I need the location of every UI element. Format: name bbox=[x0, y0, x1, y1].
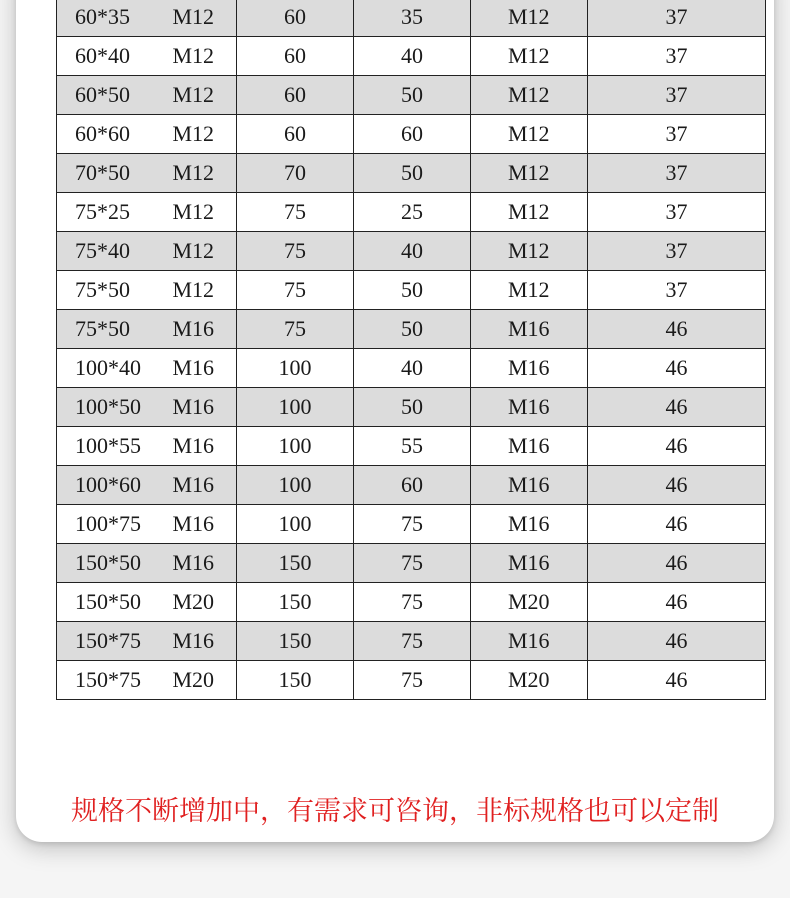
thread-cell: M20 bbox=[471, 661, 588, 700]
bolt-cell: M20 bbox=[173, 583, 237, 622]
table-row bbox=[57, 115, 766, 154]
dim-a-cell: 150 bbox=[237, 583, 354, 622]
size-cell: 150*75 bbox=[57, 622, 173, 661]
size-cell: 100*55 bbox=[57, 427, 173, 466]
dim-b-cell: 55 bbox=[354, 427, 471, 466]
thread-cell: M12 bbox=[471, 154, 588, 193]
custom-spec-note: 规格不断增加中，有需求可咨询，非标规格也可以定制 bbox=[71, 796, 719, 827]
size-cell: 60*40 bbox=[57, 37, 173, 76]
size-cell: 100*60 bbox=[57, 466, 173, 505]
value-cell: 37 bbox=[588, 193, 766, 232]
dim-b-cell: 35 bbox=[354, 0, 471, 37]
dim-a-cell: 75 bbox=[237, 193, 354, 232]
dim-b-cell: 25 bbox=[354, 193, 471, 232]
value-cell: 37 bbox=[588, 0, 766, 37]
dim-a-cell: 60 bbox=[237, 115, 354, 154]
bolt-cell: M12 bbox=[173, 193, 237, 232]
thread-cell: M20 bbox=[471, 583, 588, 622]
bolt-cell: M12 bbox=[173, 76, 237, 115]
dim-b-cell: 75 bbox=[354, 583, 471, 622]
value-cell: 46 bbox=[588, 622, 766, 661]
dim-b-cell: 50 bbox=[354, 154, 471, 193]
value-cell: 46 bbox=[588, 310, 766, 349]
dim-a-cell: 60 bbox=[237, 37, 354, 76]
bolt-cell: M12 bbox=[173, 115, 237, 154]
table-row bbox=[57, 622, 766, 661]
dim-b-cell: 75 bbox=[354, 544, 471, 583]
thread-cell: M12 bbox=[471, 76, 588, 115]
table-row bbox=[57, 427, 766, 466]
thread-cell: M16 bbox=[471, 505, 588, 544]
table-row bbox=[57, 154, 766, 193]
bolt-cell: M16 bbox=[173, 505, 237, 544]
bolt-cell: M16 bbox=[173, 622, 237, 661]
dim-b-cell: 75 bbox=[354, 622, 471, 661]
dim-a-cell: 150 bbox=[237, 622, 354, 661]
size-cell: 150*75 bbox=[57, 661, 173, 700]
dim-b-cell: 40 bbox=[354, 232, 471, 271]
value-cell: 37 bbox=[588, 232, 766, 271]
spec-card bbox=[16, 0, 774, 842]
table-row bbox=[57, 37, 766, 76]
size-cell: 75*50 bbox=[57, 271, 173, 310]
size-cell: 70*50 bbox=[57, 154, 173, 193]
dim-a-cell: 70 bbox=[237, 154, 354, 193]
dim-a-cell: 100 bbox=[237, 349, 354, 388]
dim-b-cell: 50 bbox=[354, 388, 471, 427]
dim-a-cell: 150 bbox=[237, 661, 354, 700]
table-row bbox=[57, 466, 766, 505]
bolt-cell: M16 bbox=[173, 388, 237, 427]
table-row bbox=[57, 271, 766, 310]
table-row bbox=[57, 583, 766, 622]
thread-cell: M12 bbox=[471, 232, 588, 271]
bolt-cell: M12 bbox=[173, 0, 237, 37]
table-row bbox=[57, 76, 766, 115]
dim-b-cell: 60 bbox=[354, 115, 471, 154]
dim-a-cell: 100 bbox=[237, 427, 354, 466]
size-cell: 75*40 bbox=[57, 232, 173, 271]
dim-a-cell: 150 bbox=[237, 544, 354, 583]
spec-table bbox=[56, 0, 766, 700]
size-cell: 60*35 bbox=[57, 0, 173, 37]
dim-b-cell: 40 bbox=[354, 349, 471, 388]
value-cell: 46 bbox=[588, 661, 766, 700]
bolt-cell: M20 bbox=[173, 661, 237, 700]
spec-table-body bbox=[57, 0, 766, 700]
value-cell: 46 bbox=[588, 388, 766, 427]
bolt-cell: M12 bbox=[173, 232, 237, 271]
thread-cell: M16 bbox=[471, 466, 588, 505]
thread-cell: M12 bbox=[471, 37, 588, 76]
bolt-cell: M16 bbox=[173, 544, 237, 583]
bolt-cell: M16 bbox=[173, 310, 237, 349]
table-row bbox=[57, 193, 766, 232]
value-cell: 37 bbox=[588, 271, 766, 310]
dim-a-cell: 60 bbox=[237, 76, 354, 115]
bolt-cell: M16 bbox=[173, 349, 237, 388]
value-cell: 46 bbox=[588, 427, 766, 466]
dim-a-cell: 100 bbox=[237, 505, 354, 544]
dim-a-cell: 100 bbox=[237, 388, 354, 427]
thread-cell: M16 bbox=[471, 427, 588, 466]
value-cell: 46 bbox=[588, 349, 766, 388]
table-row bbox=[57, 505, 766, 544]
dim-a-cell: 75 bbox=[237, 232, 354, 271]
bolt-cell: M12 bbox=[173, 271, 237, 310]
value-cell: 37 bbox=[588, 37, 766, 76]
thread-cell: M16 bbox=[471, 622, 588, 661]
thread-cell: M12 bbox=[471, 271, 588, 310]
size-cell: 100*50 bbox=[57, 388, 173, 427]
size-cell: 100*75 bbox=[57, 505, 173, 544]
size-cell: 75*25 bbox=[57, 193, 173, 232]
value-cell: 46 bbox=[588, 505, 766, 544]
dim-b-cell: 40 bbox=[354, 37, 471, 76]
value-cell: 46 bbox=[588, 544, 766, 583]
thread-cell: M16 bbox=[471, 349, 588, 388]
bolt-cell: M16 bbox=[173, 466, 237, 505]
thread-cell: M16 bbox=[471, 310, 588, 349]
bolt-cell: M12 bbox=[173, 37, 237, 76]
bolt-cell: M12 bbox=[173, 154, 237, 193]
size-cell: 75*50 bbox=[57, 310, 173, 349]
value-cell: 37 bbox=[588, 154, 766, 193]
size-cell: 60*60 bbox=[57, 115, 173, 154]
dim-a-cell: 75 bbox=[237, 271, 354, 310]
table-row bbox=[57, 544, 766, 583]
table-row bbox=[57, 349, 766, 388]
dim-b-cell: 50 bbox=[354, 76, 471, 115]
dim-b-cell: 60 bbox=[354, 466, 471, 505]
table-row bbox=[57, 388, 766, 427]
size-cell: 150*50 bbox=[57, 583, 173, 622]
dim-b-cell: 50 bbox=[354, 271, 471, 310]
value-cell: 46 bbox=[588, 466, 766, 505]
size-cell: 60*50 bbox=[57, 76, 173, 115]
table-row bbox=[57, 661, 766, 700]
thread-cell: M12 bbox=[471, 0, 588, 37]
table-row bbox=[57, 232, 766, 271]
dim-a-cell: 60 bbox=[237, 0, 354, 37]
bolt-cell: M16 bbox=[173, 427, 237, 466]
size-cell: 150*50 bbox=[57, 544, 173, 583]
value-cell: 37 bbox=[588, 115, 766, 154]
dim-b-cell: 75 bbox=[354, 661, 471, 700]
dim-a-cell: 100 bbox=[237, 466, 354, 505]
value-cell: 37 bbox=[588, 76, 766, 115]
thread-cell: M16 bbox=[471, 388, 588, 427]
thread-cell: M12 bbox=[471, 115, 588, 154]
table-row bbox=[57, 310, 766, 349]
thread-cell: M16 bbox=[471, 544, 588, 583]
dim-a-cell: 75 bbox=[237, 310, 354, 349]
dim-b-cell: 75 bbox=[354, 505, 471, 544]
dim-b-cell: 50 bbox=[354, 310, 471, 349]
size-cell: 100*40 bbox=[57, 349, 173, 388]
thread-cell: M12 bbox=[471, 193, 588, 232]
table-row bbox=[57, 0, 766, 37]
value-cell: 46 bbox=[588, 583, 766, 622]
